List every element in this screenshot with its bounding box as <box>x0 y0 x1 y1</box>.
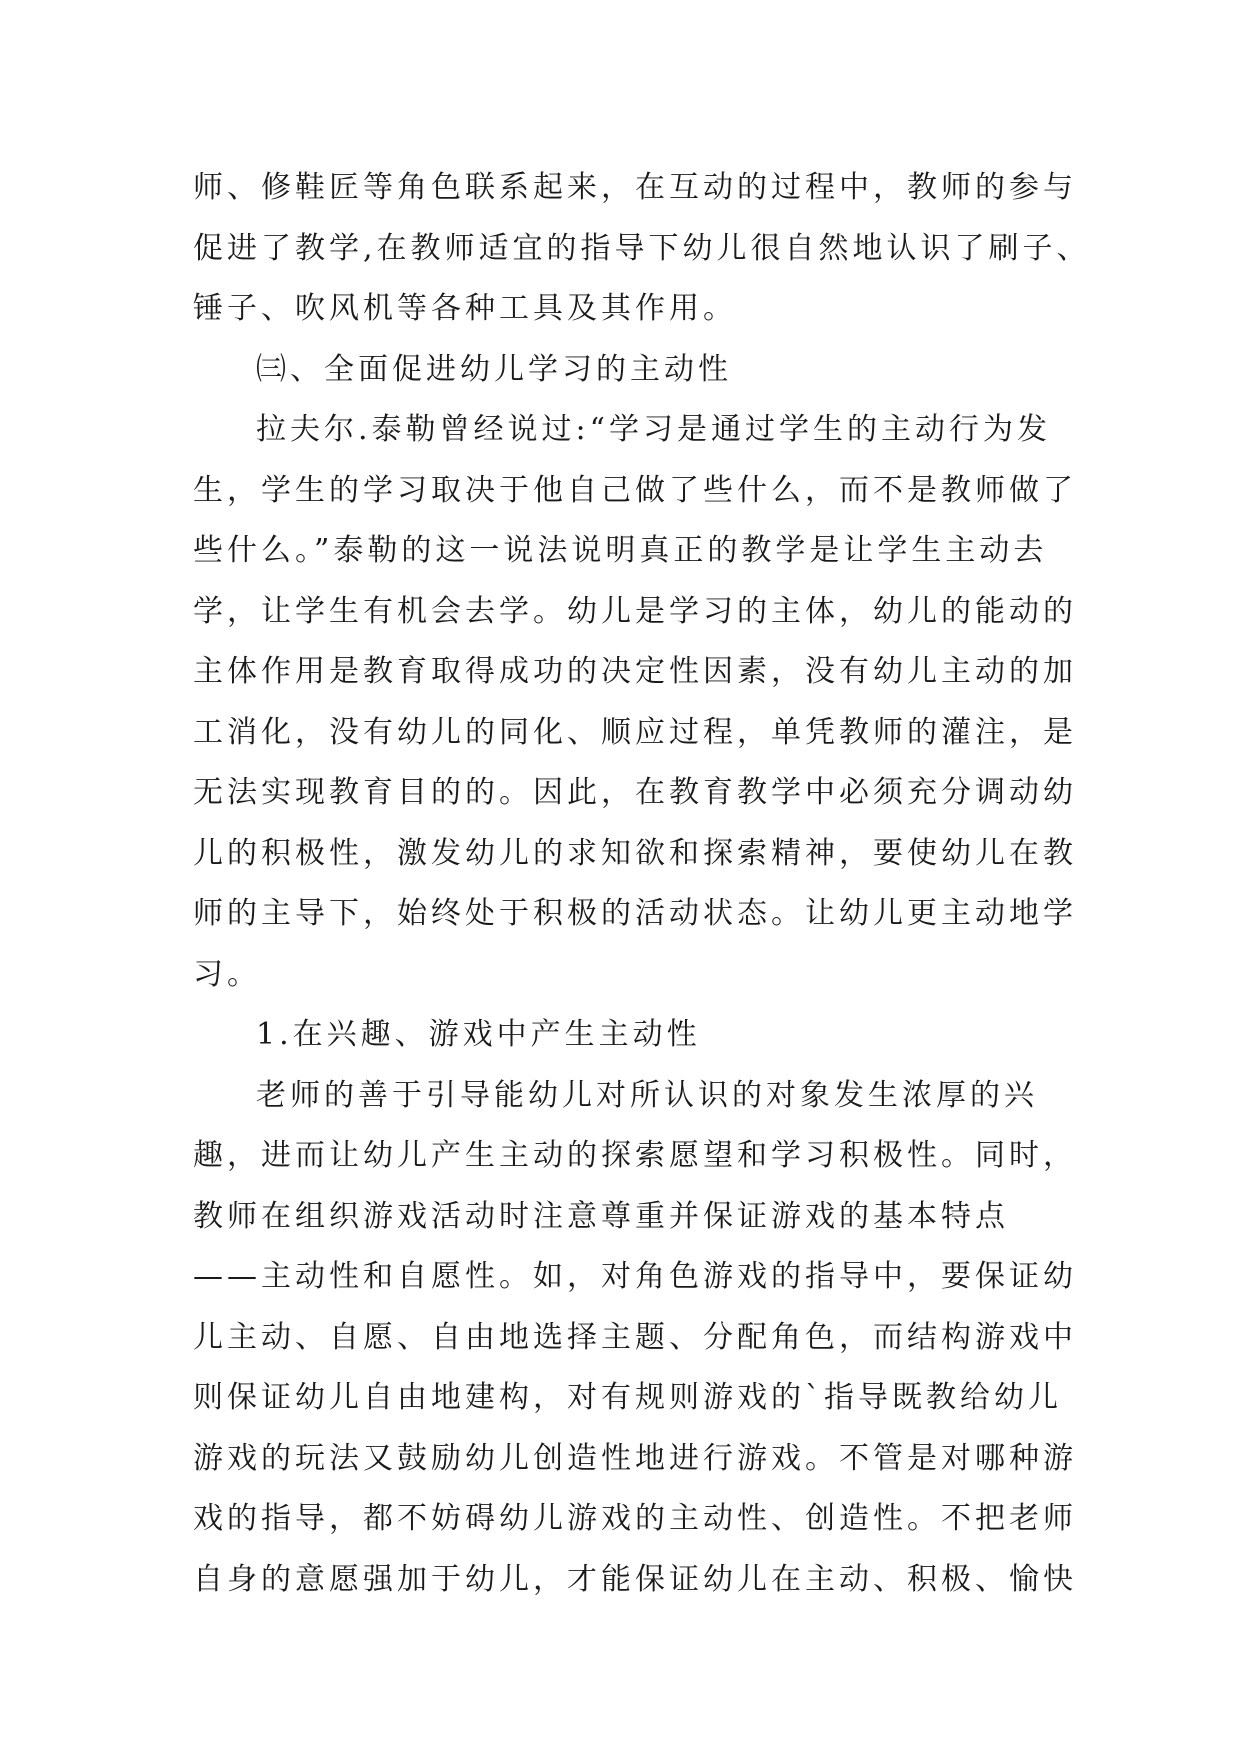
text-line: 无法实现教育目的的。因此，在教育教学中必须充分调动幼 <box>193 775 1077 810</box>
text-line: 习。 <box>193 956 261 992</box>
subsection-heading: 1.在兴趣、游戏中产生主动性 <box>256 1017 701 1052</box>
text-line: 拉夫尔.泰勒曾经说过:“学习是通过学生的主动行为发 <box>256 412 1051 447</box>
text-line: 儿主动、自愿、自由地选择主题、分配角色，而结构游戏中 <box>193 1319 1077 1355</box>
text-line: 师的主导下，始终处于积极的活动状态。让幼儿更主动地学 <box>193 896 1077 931</box>
text-line: 学，让学生有机会去学。幼儿是学习的主体，幼儿的能动的 <box>193 593 1077 629</box>
text-line: 师、修鞋匠等角色联系起来，在互动的过程中，教师的参与 <box>193 170 1077 205</box>
text-line: 戏的指导，都不妨碍幼儿游戏的主动性、创造性。不把老师 <box>193 1501 1077 1536</box>
text-line: 锤子、吹风机等各种工具及其作用。 <box>193 291 737 326</box>
text-line: 老师的善于引导能幼儿对所认识的对象发生浓厚的兴 <box>256 1077 1038 1113</box>
text-line: 儿的积极性，激发幼儿的求知欲和探索精神，要使幼儿在教 <box>193 835 1077 871</box>
text-line: 主体作用是教育取得成功的决定性因素，没有幼儿主动的加 <box>193 654 1077 689</box>
text-line: 促进了教学,在教师适宜的指导下幼儿很自然地认识了刷子、 <box>193 230 1091 266</box>
section-heading: ㈢、全面促进幼儿学习的主动性 <box>256 351 732 387</box>
text-line: 则保证幼儿自由地建构，对有规则游戏的`指导既教给幼儿 <box>193 1380 1062 1415</box>
text-line: 些什么。”泰勒的这一说法说明真正的教学是让学生主动去 <box>193 533 1048 568</box>
text-line: 趣，进而让幼儿产生主动的探索愿望和学习积极性。同时， <box>193 1138 1077 1173</box>
body-text <box>193 158 1091 1610</box>
text-line: 游戏的玩法又鼓励幼儿创造性地进行游戏。不管是对哪种游 <box>193 1440 1077 1476</box>
text-line: 工消化，没有幼儿的同化、顺应过程，单凭教师的灌注，是 <box>193 714 1077 750</box>
text-line: 教师在组织游戏活动时注意尊重并保证游戏的基本特点 <box>193 1198 1009 1234</box>
text-line: 生，学生的学习取决于他自己做了些什么，而不是教师做了 <box>193 472 1077 508</box>
text-line: ——主动性和自愿性。如，对角色游戏的指导中，要保证幼 <box>193 1259 1077 1294</box>
text-line: 自身的意愿强加于幼儿，才能保证幼儿在主动、积极、愉快 <box>193 1561 1077 1597</box>
